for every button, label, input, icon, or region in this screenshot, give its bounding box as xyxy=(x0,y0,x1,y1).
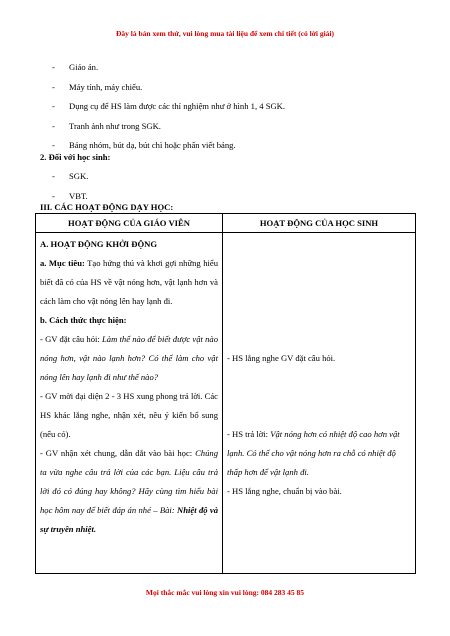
student-step-3: - HS lắng nghe, chuẩn bị vào bài. xyxy=(227,486,342,496)
part-a-title: A. HOẠT ĐỘNG KHỞI ĐỘNG xyxy=(40,239,158,249)
teacher-step-3: - GV nhận xét chung, dẫn dắt vào bài học: Chúng ta vừa nghe câu trả lời của các bạn. Liệu câu trả lời đó có đúng hay không? Hãy cùng tìm hiểu bài học hôm nay để biết đáp án nhé – Bài: Nhiệt độ và sự truyền nhiệt. xyxy=(40,448,218,534)
section-heading-students: 2. Đối với học sinh: xyxy=(40,152,111,162)
table-header-row xyxy=(36,214,416,233)
header-student: HOẠT ĐỘNG CỦA HỌC SINH xyxy=(223,214,416,233)
student-materials-list xyxy=(52,167,88,206)
table-row xyxy=(36,233,416,574)
list-item: - SGK. xyxy=(52,171,89,181)
section-heading-activities: III. CÁC HOẠT ĐỘNG DẠY HỌC: xyxy=(40,202,174,212)
method-title: b. Cách thức thực hiện: xyxy=(40,315,127,325)
teacher-step-1: - GV đặt câu hỏi: Làm thế nào để biết được vật nào nóng hơn, vật nào lạnh hơn? Có thể làm cho vật nóng lên hay lạnh đi như thế nào? xyxy=(40,334,218,382)
list-item: - VBT. xyxy=(52,190,88,201)
student-step-2: - HS trả lời: Vật nóng hơn có nhiệt độ cao hơn vật lạnh. Có thể cho vật nóng hơn ra chỗ có nhiệt độ thấp hơn để vật lạnh đi. xyxy=(227,429,400,477)
list-item: - Tranh ảnh như trong SGK. xyxy=(52,120,161,131)
teacher-cell xyxy=(36,233,223,574)
list-item: - Giáo án. xyxy=(52,62,99,72)
contact-banner: Mọi thắc mắc vui lòng xin vui lòng: 084 283 45 85 xyxy=(145,588,305,597)
preview-banner: Đây là bản xem thử, vui lòng mua tài liệu để xem chi tiết (có lời giải) xyxy=(115,29,335,38)
activities-table xyxy=(35,213,416,574)
list-item: - Máy tính, máy chiếu. xyxy=(52,81,143,92)
materials-list xyxy=(52,58,285,156)
goal-paragraph: a. Mục tiêu: Tạo hứng thú và khơi gợi những hiểu biết đã có của HS về vật nóng hơn, vật lạnh hơn và cách làm cho vật nóng lên hay lạnh đi. xyxy=(40,258,218,306)
student-step-1: - HS lắng nghe GV đặt câu hỏi. xyxy=(227,353,336,363)
student-cell xyxy=(223,233,416,574)
teacher-step-2: - GV mời đại diện 2 - 3 HS xung phong trả lời. Các HS khác lắng nghe, nhận xét, nêu ý kiến bổ sung (nếu có). xyxy=(40,391,218,439)
spacer xyxy=(227,235,411,349)
list-item: - Bảng nhóm, bút dạ, bút chì hoặc phấn viết bảng. xyxy=(52,140,236,150)
header-teacher: HOẠT ĐỘNG CỦA GIÁO VIÊN xyxy=(36,214,223,233)
list-item: - Dụng cụ để HS làm được các thí nghiệm như ở hình 1, 4 SGK. xyxy=(52,101,286,111)
spacer xyxy=(227,368,411,425)
